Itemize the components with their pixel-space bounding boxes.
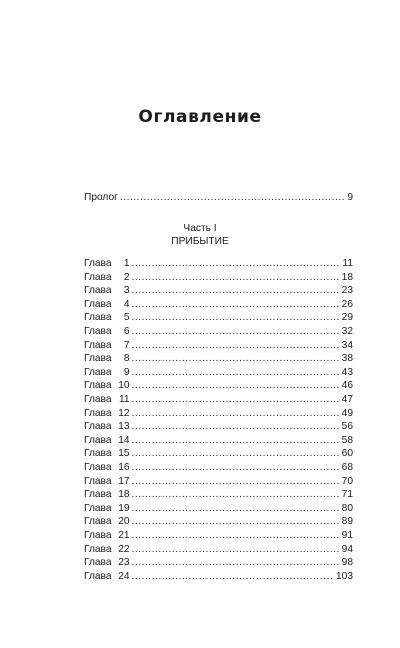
toc-entry-chapter[interactable] (84, 502, 353, 516)
chapter-number: 10 (118, 380, 130, 392)
toc-entry-label: Глава (84, 312, 112, 324)
toc-page-number: 80 (341, 502, 353, 514)
chapter-label-group (84, 447, 130, 461)
dot-leader (132, 556, 340, 570)
chapter-number: 8 (123, 353, 130, 365)
toc-entry-label: Глава (84, 570, 112, 582)
chapter-label-group (84, 420, 130, 434)
dot-leader (132, 352, 340, 366)
chapter-number: 4 (123, 298, 130, 310)
toc-page-number: 103 (336, 570, 353, 582)
chapter-number: 24 (118, 570, 130, 582)
chapter-label-group (84, 515, 130, 529)
toc-entry-label: Глава (84, 353, 112, 365)
toc-entry-chapter[interactable] (84, 475, 353, 489)
page-title: Оглавление (138, 107, 262, 127)
chapter-label-group (84, 366, 130, 380)
chapter-label-group (84, 475, 130, 489)
toc-entry-chapter[interactable] (84, 529, 353, 543)
dot-leader (132, 339, 340, 353)
toc-entry-chapter[interactable] (84, 556, 353, 570)
toc-entry-label: Глава (84, 543, 112, 555)
part-number-heading: Часть I (183, 223, 217, 234)
chapter-label-group (84, 502, 130, 516)
chapter-number: 16 (118, 462, 130, 473)
toc-page-number: 49 (341, 407, 353, 419)
toc-page-number: 18 (341, 271, 353, 283)
toc-entry-label: Глава (84, 298, 112, 310)
toc-entry-chapter[interactable] (84, 515, 353, 529)
chapter-label-group (84, 298, 130, 312)
chapter-number: 6 (123, 326, 130, 337)
toc-page-number: 94 (341, 543, 353, 555)
toc-page-number: 89 (341, 516, 353, 528)
toc-entry-label: Глава (84, 530, 112, 541)
chapter-number: 11 (118, 394, 130, 405)
chapter-number: 13 (118, 421, 130, 433)
toc-entry-chapter[interactable] (84, 407, 353, 421)
chapter-label-group (84, 325, 130, 339)
toc-entry-chapter[interactable] (84, 379, 353, 393)
toc-entry-chapter[interactable] (84, 339, 353, 353)
toc-entry-label: Глава (84, 421, 112, 433)
dot-leader (120, 191, 345, 205)
toc-entry-chapter[interactable] (84, 284, 353, 298)
toc-entry-label: Глава (84, 407, 112, 419)
toc-entry-label: Глава (84, 394, 112, 405)
chapter-label-group (84, 284, 130, 298)
toc-page-number: 34 (341, 339, 353, 351)
toc-entry-chapter[interactable] (84, 325, 353, 339)
chapter-label-group (84, 311, 130, 325)
toc-page-number: 98 (341, 557, 353, 569)
toc-entry-chapter[interactable] (84, 570, 353, 584)
part-name-heading: ПРИБЫТИЕ (171, 236, 229, 247)
toc-page-number: 23 (341, 285, 353, 297)
toc-entry-label: Глава (84, 285, 112, 297)
toc-entry-chapter[interactable] (84, 271, 353, 285)
dot-leader (132, 488, 340, 502)
toc-entry-label: Глава (84, 258, 112, 269)
toc-page-number: 43 (341, 366, 353, 378)
chapter-label-group (84, 257, 130, 271)
toc-entry-chapter[interactable] (84, 257, 353, 271)
dot-leader (132, 461, 340, 475)
toc-entry-label: Глава (84, 366, 112, 378)
chapter-label-group (84, 352, 130, 366)
chapter-label-group (84, 488, 130, 502)
toc-page-number: 46 (341, 380, 353, 392)
toc-page-number: 38 (341, 353, 353, 365)
chapter-label-group (84, 570, 130, 584)
chapter-number: 14 (118, 434, 130, 446)
toc-entry-chapter[interactable] (84, 393, 353, 407)
toc-entry-chapter[interactable] (84, 420, 353, 434)
toc-entry-label: Глава (84, 380, 112, 392)
toc-entry-chapter[interactable] (84, 461, 353, 475)
dot-leader (132, 420, 340, 434)
chapter-label-group (84, 407, 130, 421)
toc-entry-label: Глава (84, 462, 112, 473)
toc-page-number: 71 (341, 489, 353, 501)
toc-page-number: 58 (341, 434, 353, 446)
chapter-label-group (84, 339, 130, 353)
dot-leader (132, 407, 340, 421)
toc-entry-chapter[interactable] (84, 366, 353, 380)
toc-entry-chapter[interactable] (84, 434, 353, 448)
dot-leader (132, 325, 340, 339)
toc-entry-label: Глава (84, 326, 112, 337)
chapter-number: 5 (123, 312, 130, 324)
dot-leader (132, 271, 340, 285)
dot-leader (132, 543, 340, 557)
chapter-label-group (84, 556, 130, 570)
chapter-number: 7 (123, 339, 130, 351)
chapter-number: 18 (118, 489, 130, 501)
toc-entry-chapter[interactable] (84, 352, 353, 366)
chapter-number: 20 (118, 516, 130, 528)
chapter-number: 2 (123, 271, 130, 283)
toc-entry-label: Глава (84, 489, 112, 501)
toc-page-number: 56 (341, 421, 353, 433)
toc-page-number: 68 (341, 462, 353, 473)
dot-leader (132, 257, 341, 271)
chapter-number: 15 (118, 448, 130, 460)
dot-leader (132, 447, 340, 461)
chapter-label-group (84, 529, 130, 543)
chapter-number: 9 (123, 366, 130, 378)
chapter-number: 12 (118, 407, 130, 419)
chapter-label-group (84, 434, 130, 448)
dot-leader (132, 284, 340, 298)
toc-entry-chapter[interactable] (84, 543, 353, 557)
toc-entry-chapter[interactable] (84, 298, 353, 312)
toc-page-number: 60 (341, 448, 353, 460)
toc-page-number: 29 (341, 312, 353, 324)
toc-entry-label: Глава (84, 271, 112, 283)
chapter-number: 21 (118, 530, 130, 541)
dot-leader (132, 570, 334, 584)
chapter-label-group (84, 393, 130, 407)
dot-leader (132, 311, 340, 325)
chapter-label-group (84, 461, 130, 475)
toc-entry-chapter[interactable] (84, 311, 353, 325)
toc-entry-label: Глава (84, 557, 112, 569)
toc-page-number: 32 (341, 326, 353, 337)
dot-leader (132, 502, 340, 516)
dot-leader (132, 529, 340, 543)
chapter-label-group (84, 543, 130, 557)
dot-leader (132, 379, 340, 393)
toc-page-number: 26 (341, 298, 353, 310)
toc-entry-label: Пролог (84, 192, 118, 203)
toc-page-number: 11 (342, 258, 353, 269)
dot-leader (132, 434, 340, 448)
chapter-number: 17 (118, 475, 130, 487)
toc-entry-label: Глава (84, 516, 112, 528)
toc-entry-label: Глава (84, 434, 112, 446)
chapter-label-group (84, 379, 130, 393)
dot-leader (132, 475, 340, 489)
toc-entry-prologue[interactable] (84, 191, 353, 205)
chapter-number: 3 (123, 285, 130, 297)
toc-page-number: 70 (341, 475, 353, 487)
dot-leader (132, 298, 340, 312)
toc-page-number: 91 (341, 530, 353, 541)
chapter-number: 1 (123, 258, 130, 269)
toc-page-number: 47 (341, 394, 353, 405)
toc-entry-label: Глава (84, 448, 112, 460)
chapter-label-group (84, 271, 130, 285)
dot-leader (132, 366, 340, 380)
toc-entry-label: Глава (84, 339, 112, 351)
toc-entry-chapter[interactable] (84, 447, 353, 461)
chapter-number: 19 (118, 502, 130, 514)
toc-entry-label: Глава (84, 475, 112, 487)
chapter-number: 23 (118, 557, 130, 569)
toc-entry-chapter[interactable] (84, 488, 353, 502)
dot-leader (132, 393, 340, 407)
toc-page-number: 9 (347, 192, 353, 203)
dot-leader (132, 515, 340, 529)
toc-entry-label: Глава (84, 502, 112, 514)
chapter-number: 22 (118, 543, 130, 555)
